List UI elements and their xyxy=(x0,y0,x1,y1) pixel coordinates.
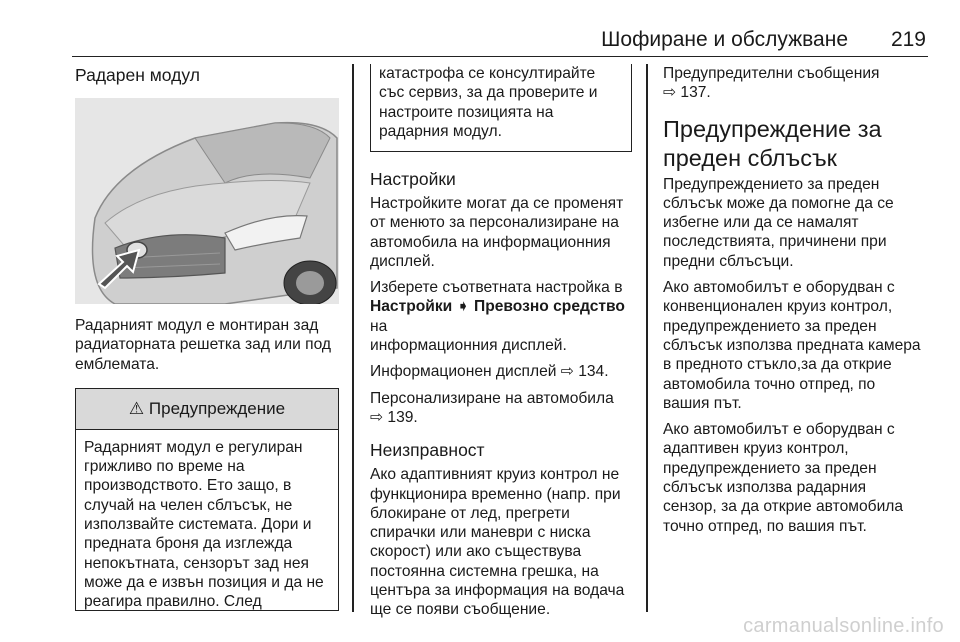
warning-line: реагира правилно. След xyxy=(84,593,262,611)
warning-line: предната броня да изглежда xyxy=(84,535,293,553)
heading-settings: Настройки xyxy=(370,169,456,189)
text-line: сблъсък използва радарния xyxy=(663,479,867,497)
text-fragment: на xyxy=(370,317,388,335)
ref-warning-messages xyxy=(663,64,931,103)
settings-paragraph-2 xyxy=(370,278,632,355)
heading-radar-module: Радарен модул xyxy=(75,65,200,85)
warning-line: може да е извън позиция и да не xyxy=(84,573,324,591)
warning-box-continued xyxy=(370,64,632,152)
text-line: вашия път. xyxy=(663,394,742,412)
settings-menu-path: Настройки ➧ Превозно средство xyxy=(370,298,625,316)
watermark: carmanualsonline.info xyxy=(743,615,944,637)
warning-box xyxy=(75,388,339,611)
text-line: Ако адаптивният круиз контрол не xyxy=(370,466,620,484)
car-front-radar-image xyxy=(75,98,339,304)
text-line: ⇨ 139. xyxy=(370,408,418,426)
text-line: адаптивен круиз контрол, xyxy=(663,440,849,458)
text-line: предупреждението за преден xyxy=(663,459,877,477)
text-line: от менюто за персонализиране на xyxy=(370,214,619,232)
text-line: скорост) или ако съществува xyxy=(370,543,582,561)
text-line: Настройките могат да се променят xyxy=(370,195,624,212)
text-line: блокиране от лед, прегрети xyxy=(370,504,570,522)
warning-line: производството. Ето защо, в xyxy=(84,477,292,495)
column-1 xyxy=(75,64,339,611)
text-line: дисплей. xyxy=(370,252,435,270)
caption-line: радиаторната решетка зад или под xyxy=(75,336,332,354)
text-line: центъра за информация на водача xyxy=(370,582,625,600)
text-line: спирачки или маневри с ниска xyxy=(370,524,591,542)
text-line: автомобила на информационния xyxy=(370,233,611,251)
text-line: сблъсък използва предната камера xyxy=(663,336,921,354)
text-line: в предното стъкло,за да открие xyxy=(663,356,892,374)
warning-line: радарния модул. xyxy=(379,122,502,140)
warning-title: Предупреждение xyxy=(148,398,286,418)
fcw-paragraph-2 xyxy=(663,278,931,413)
column-3 xyxy=(663,64,931,536)
warning-triangle-icon: ⚠ xyxy=(128,398,145,418)
text-line: предни сблъсъци. xyxy=(663,252,794,270)
column-divider xyxy=(352,64,354,612)
heading-line: Предупреждение за xyxy=(663,115,882,142)
settings-path-line xyxy=(370,297,632,336)
fault-paragraph xyxy=(370,465,632,619)
ref-personalization xyxy=(370,389,632,428)
page-header xyxy=(72,26,928,57)
warning-line: използвайте системата. Дори и xyxy=(84,516,312,534)
heading-forward-collision xyxy=(663,115,931,173)
text-line: сблъсък може да помогне да се xyxy=(663,194,894,212)
settings-paragraph-1 xyxy=(370,194,632,271)
text-line: избегне или да се намалят xyxy=(663,214,859,232)
warning-line: със сервиз, за да проверите и xyxy=(379,84,598,102)
text-line: Персонализиране на автомобила xyxy=(370,389,614,407)
warning-body xyxy=(76,430,338,612)
text-line: ⇨ 137. xyxy=(663,84,711,102)
text-line: постоянна системна грешка, на xyxy=(370,562,599,580)
text-line: последствията, причинени при xyxy=(663,233,887,251)
text-line: информационния дисплей. xyxy=(370,337,567,355)
text-line: Ако автомобилът е оборудван с xyxy=(663,279,895,297)
text-line: сензор, за да открие автомобила xyxy=(663,498,904,516)
text-line: функционира временно (напр. при xyxy=(370,485,621,503)
text-line: предупреждението за преден xyxy=(663,317,877,335)
text-line: Ако автомобилът е оборудван с xyxy=(663,421,895,439)
radar-caption xyxy=(75,316,339,374)
heading-fault: Неизправност xyxy=(370,440,485,461)
warning-line: настроите позицията на xyxy=(379,103,554,121)
warning-title-bar xyxy=(76,389,338,430)
ref-info-display: Информационен дисплей ⇨ 134. xyxy=(370,363,609,381)
warning-line: грижливо по време на xyxy=(84,458,245,476)
fcw-paragraph-3 xyxy=(663,420,931,536)
section-title: Шофиране и обслужване xyxy=(601,28,848,51)
text-line: Предупредителни съобщения xyxy=(663,65,880,82)
caption-line: емблемата. xyxy=(75,355,160,373)
page-number: 219 xyxy=(890,28,926,51)
column-2 xyxy=(370,64,632,620)
text-line: Предупреждението за преден xyxy=(663,175,880,193)
heading-line: преден сблъсък xyxy=(663,144,837,171)
text-line: конвенционален круиз контрол, xyxy=(663,298,893,316)
warning-line: случай на челен сблъсък, не xyxy=(84,496,293,514)
car-illustration xyxy=(75,98,339,304)
text-line: точно отпред, по вашия път. xyxy=(663,517,867,535)
caption-line: Радарният модул е монтиран зад xyxy=(75,317,319,334)
column-divider xyxy=(646,64,648,612)
warning-line: Радарният модул е регулиран xyxy=(84,438,303,456)
warning-line: катастрофа се консултирайте xyxy=(379,65,596,82)
text-line: ще се появи съобщение. xyxy=(370,601,551,619)
fcw-paragraph-1 xyxy=(663,175,931,271)
text-line: Изберете съответната настройка в xyxy=(370,279,623,297)
warning-line: непокътната, сензорът зад нея xyxy=(84,554,309,572)
text-line: автомобила точно отпред, по xyxy=(663,375,876,393)
